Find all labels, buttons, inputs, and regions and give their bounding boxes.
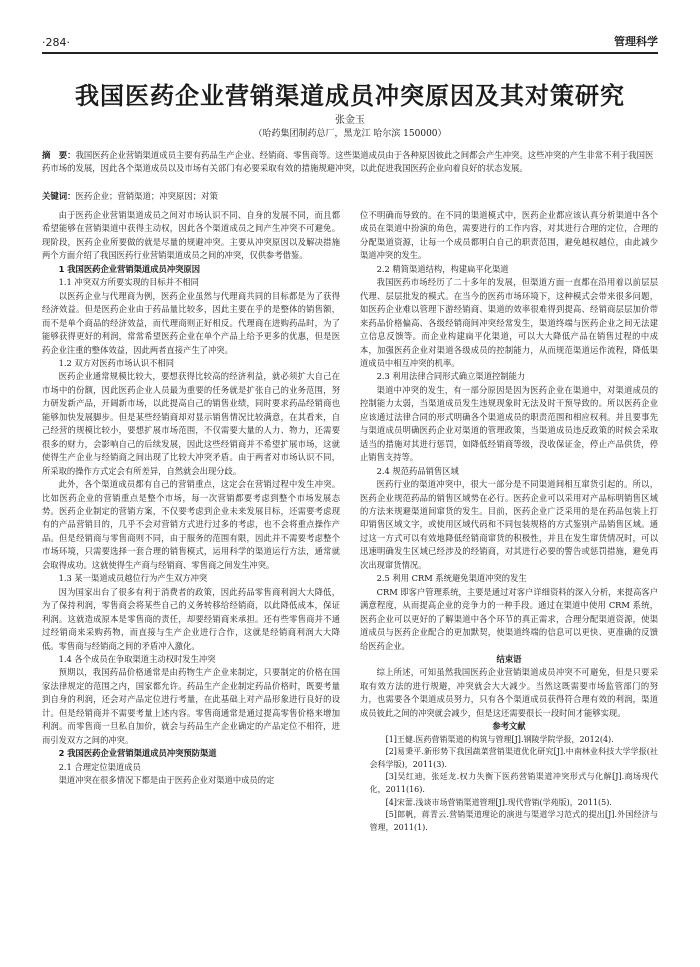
paragraph: 因为国家出台了很多有利于消费者的政策，因此药品零售商利润大大降低，为了保持利润，零售商会将某些自己的义务转移给经销商，以此降低成本，保证利润。这就造成原本是零售商的责任，却要经销商来承担。还有些零售商并不通过经销商来采购药物，而直接与生产企业进行合作，这就是经销商利润大大降低。零售商与经销商之间的矛盾冲入激化。: [42, 586, 340, 651]
paragraph: 预期以，我国药品价格通常是由药物生产企业来制定，只要制定的价格在国家法律规定的范围之内，国家都允许。药品生产企业制定药品价格时，既要考量到自身的利润，还会对产品定位进行考量，在此基础上对产品形象进行良好的设计。但是经销商并不需要考量上述内容。零售商通常是通过提高零售价格来增加利润。而零售商一旦私自加价，就会与药品生产企业确定的产品定位不相符，进而引发双方之间的冲突。: [42, 667, 340, 745]
running-header: [42, 34, 658, 54]
paper-title: 我国医药企业营销渠道成员冲突原因及其对策研究: [75, 82, 625, 110]
subsection-heading: 1.4 各个成员在争取渠道主动权时发生冲突: [58, 653, 216, 664]
abstract: [42, 149, 658, 176]
left-column: [42, 209, 340, 787]
keywords-label: 关键词：: [42, 191, 76, 201]
subsection-heading: 2.4 规范药品销售区域: [376, 465, 459, 476]
subsection-heading: 2.2 精简渠道结构，构建扁平化渠道: [376, 263, 509, 274]
reference-item: [4]宋蕾.浅谈市场营销渠道管理[J].现代营销(学苑版)，2011(5).: [385, 797, 612, 807]
paragraph: 医药行业的渠道冲突中，很大一部分是不同渠道间相互窜货引起的。所以，医药企业规范药品的销售区域势在必行。医药企业可以采用对产品标明销售区域的方法来规避渠道间窜货的发生。目前，医药企业广泛采用的是在药品包装上打印销售区域文字，或使用区域代码和不同包装规格的方式鉴别产品销售区域。通过这一方式可以有效地降低经销商窜货的积极性，并且在发生窜货情况时，可以迅速明确发生区域已经涉及的经销商，对其进行必要的警告或惩罚措施，避免再次出现窜货情况。: [360, 479, 658, 570]
subsection-heading: 2.1 合理定位渠道成员: [58, 761, 141, 772]
author: 张金玉: [335, 115, 365, 126]
keywords: [42, 190, 658, 202]
section-name: 管理科学: [614, 35, 658, 48]
paragraph: 渠道中冲突的发生，有一部分原因是因为医药企业在渠道中，对渠道成员的控制能力太弱，当渠道成员发生违规现象时无法及时干预导致的。所以医药企业应该通过法律合同的形式明确各个渠道成员的职责范围和相应权利。并且要事先与渠道成员明确医药企业对渠道的管理政策，当渠道成员违反政策的时候会采取适当的措施对其进行惩罚，如降低经销商等级，没收保证金，停止产品供货，停止销售支持等。: [360, 384, 658, 463]
paragraph: 由于医药企业营销渠道成员之间对市场认识不同、自身的发展不同，而且都希望能够在营销渠道中获得主动权，因此各个渠道成员之间产生冲突不可避免。现阶段，医药企业所要做的就是尽量的规避冲突。主要从冲突原因以及解决措施两个方面介绍了我国医药行业营销渠道成员之间的冲突，仅供参考借鉴。: [42, 210, 340, 261]
subsection-heading: 1.3 某一渠道成员越位行为产生双方冲突: [58, 573, 208, 584]
section-heading: 1 我国医药企业营销渠道成员冲突原因: [58, 263, 201, 274]
abstract-text: 我国医药企业营销渠道成员主要有药品生产企业、经销商、零售商等。这些渠道成员由于各种原因彼此之间都会产生冲突。这些冲突的产生非常不利于我国医药市场的发展，因此各个渠道成员以及市场有关部门有必要采取有效的措施规避冲突，以此促进我国医药企业向着良好的状态发展。: [42, 150, 654, 174]
reference-item: [2]易秉平.新形势下我国蔬菜营销渠道优化研究[J].中南林业科技大学学报(社会科学版)，2011(3).: [369, 747, 658, 769]
reference-item: [3]吴红迪，张廷龙.权力失衡下医药营销渠道冲突形式与化解[J].商场现代化，2011(16).: [369, 772, 658, 795]
reference-item: [1]王健.医药营销渠道的构筑与管理[J].钢陵学院学报，2012(4).: [385, 734, 614, 744]
paragraph: 位不明确而导致的。在不同的渠道模式中，医药企业都应该认真分析渠道中各个成员在渠道中扮演的角色，需要进行的工作内容，对其进行合理的定位，合理的分配渠道资源，让每一个成员都明白自己的职责范围，避免越权越位，由此减少渠道冲突的发生。: [360, 210, 658, 261]
paragraph: 渠道冲突在很多情况下都是由于医药企业对渠道中成员的定: [58, 775, 275, 786]
keywords-text: 医药企业；营销渠道；冲突原因；对策: [75, 191, 218, 201]
right-column: [360, 209, 658, 834]
affiliation: （哈药集团制药总厂，黑龙江 哈尔滨 150000）: [253, 129, 447, 139]
subsection-heading: 2.3 利用法律合同形式确立渠道控制能力: [376, 371, 526, 382]
paragraph: 综上所述，可知虽然我国医药企业营销渠道成员冲突不可避免，但是只要采取有效方法的进行规避，冲突就会大大减少。当然这既需要市场监管部门的努力，也需要各个渠道成员努力，只有各个渠道成员获得符合理有效的利润，渠道成员彼此之间的冲突就会减少，但是这还需要很长一段时间才能够实现。: [360, 667, 658, 718]
references-heading: 参考文献: [492, 721, 526, 732]
paragraph: 我国医药市场经历了二十多年的发展，但渠道方面一直都在沿用着以前层层代理、层层批发的模式。在当今的医药市场环境下，这种模式会带来很多问题，如医药企业难以管理下游经销商、渠道的效率很难得到提高、经销商层层加价带来药品价格偏高、各级经销商间冲突经常发生，渠道终端与医药企业之间无法建立信息反馈等。而企业构建扁平化渠道，可以大大降低产品在销售过程的中成本，加强医药企业对渠道各级成员的控制能力，从而规范渠道运作流程，降低渠道成员中相互冲突的机率。: [360, 277, 658, 368]
subsection-heading: 1.2 双方对医药市场认识不相同: [58, 357, 174, 368]
paragraph: 以医药企业与代理商为例，医药企业虽然与代理商共同的目标都是为了获得经济效益。但是医药企业由于药品量比较多，因此主要在乎的是整体的销售额，而不是单个商品的经济效益，而代理商则正好相反。代理商在进购药品时，为了能够获得更好的利润，常常希望医药企业在单个产品上给予更多的优惠，但是医药企业注重的整体效益，因此两者直接产生了冲突。: [42, 290, 340, 355]
conclusion-heading: 结束语: [496, 653, 522, 664]
subsection-heading: 1.1 冲突双方所要实现的目标并不相同: [58, 277, 199, 288]
section-heading: 2 我国医药企业营销渠道成员冲突预防渠道: [58, 748, 217, 759]
paragraph: 此外，各个渠道成员都有自己的营销重点，这定会在营销过程中发生冲突。比如医药企业的营销重点是整个市场，每一次营销都要考虑到整个市场发展态势。医药企业制定的营销方案，不仅要考虑到企业未来发展目标，还需要考虑现有的产品营销目的，几乎不会对营销方式进行过多的考虑，也不会将重点操作产品。但是经销商与零售商则不同，由于服务的范围有限，因此并不需要考虑整个市场环境，只需要选择一套合理的销售模式，运用科学的渠道运行方法，通常就会取得成功。这就使得生产商与经销商、零售商之间发生冲突。: [42, 479, 340, 570]
paragraph: CRM 即客户管理系统，主要是通过对客户详细资料的深入分析，来提高客户满意程度，从而提高企业的竞争力的一种手段。通过在渠道中使用 CRM 系统，医药企业可以更好的了解渠道中各个环节的真正需求，合理分配渠道资源，使渠道成员与医药企业配合的更加默契，使渠道终端的信息可以更快、更准确的反馈给医药企业。: [360, 586, 658, 651]
paragraph: 医药企业通常规模比较大，要想获得比较高的经济利益，就必须扩大自己在市场中的份额，因此医药企业人员最为重要的任务就是扩张自己的业务范围，努力研发新产品，开阔新市场，以此提高自己的销售业绩，同时要求药品经销商也能够加快发展脚步。但是某些经销商却对显示销售情况比较满意，在其看来，自己经营的规模比较小，要想扩展市场范围，不仅需要大量的人力、物力，还需要很多的财力，会影响自己的后续发展，因此这些经销商并不希望扩展市场，这就使得生产企业与经销商之间出现了比较大冲突矛盾。由于两者对市场认识不同，所采取的操作方式定会有所差异，自然就会出现分歧。: [42, 371, 340, 476]
reference-item: [5]郎帆，蒋青云.营销渠道理论的演进与渠道学习范式的提出[J].外国经济与管理，2011(1).: [369, 810, 658, 832]
abstract-label: 摘 要：: [42, 150, 76, 160]
subsection-heading: 2.5 利用 CRM 系统避免渠道冲突的发生: [376, 573, 527, 584]
page-number: ·284·: [42, 36, 70, 49]
